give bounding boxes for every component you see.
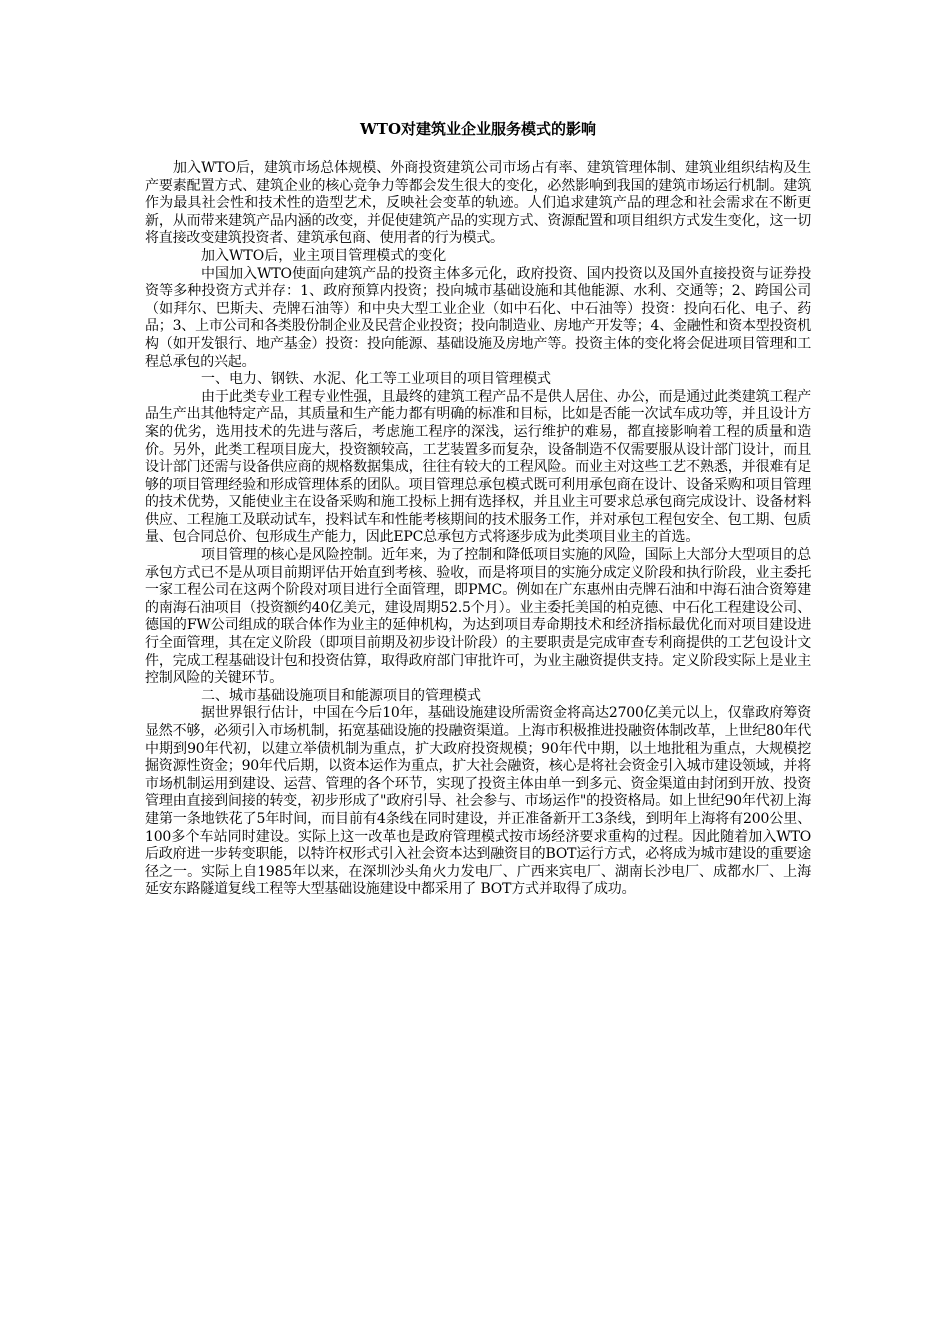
intro-paragraph: 加入WTO后，建筑市场总体规模、外商投资建筑公司市场占有率、建筑管理体制、建筑业组织结构及生产要素配置方式、建筑企业的核心竞争力等都会发生很大的变化，必然影响到我国的建筑市场运行机制。建筑作为最具社会性和技术性的造型艺术，反映社会变革的轨迹。人们追求建筑产品的理念和社会需求在不断更新，从而带来建筑产品内涵的改变，并促使建筑产品的实现方式、资源配置和项目组织方式发生变化，这一切将直接改变建筑投资者、建筑承包商、使用者的行为模式。 [145,160,811,247]
paragraph-epc-contracting: 由于此类专业工程专业性强，且最终的建筑工程产品不是供人居住、办公，而是通过此类建筑工程产品生产出其他特定产品，其质量和生产能力都有明确的标准和目标，比如是否能一次试车成功等，并且设计方案的优劣，选用技术的先进与落后，考虑施工程序的深浅，运行维护的难易，都直接影响着工程的质量和造价。另外，此类工程项目庞大，投资额较高，工艺装置多而复杂，设备制造不仅需要服从设计部门设计，而且设计部门还需与设备供应商的规格数据集成，往往有较大的工程风险。而业主对这些工艺不熟悉，并很难有足够的项目管理经验和形成管理体系的团队。项目管理总承包模式既可利用承包商在设计、设备采购和项目管理的技术优势，又能使业主在设备采购和施工投标上拥有选择权，并且业主可要求总承包商完成设计、设备材料供应、工程施工及联动试车，投料试车和性能考核期间的技术服务工作，并对承包工程包安全、包工期、包质量、包合同总价、包形成生产能力，因此EPC总承包方式将逐步成为此类项目业主的首选。 [145,388,811,546]
section-heading-infrastructure-projects: 二、城市基础设施项目和能源项目的管理模式 [201,687,481,704]
section-heading-owner-management: 加入WTO后，业主项目管理模式的变化 [201,247,447,264]
document-page [145,118,811,899]
section-heading-industrial-projects: 一、电力、钢铁、水泥、化工等工业项目的项目管理模式 [201,371,551,388]
document-title: WTO对建筑业企业服务模式的影响 [359,120,597,138]
paragraph-investment-diversification: 中国加入WTO使面向建筑产品的投资主体多元化，政府投资、国内投资以及国外直接投资与证券投资等多种投资方式并存：1、政府预算内投资；投向城市基础设施和其他能源、水利、交通等；2、跨国公司（如拜尔、巴斯夫、壳牌石油等）和中央大型工业企业（如中石化、中石油等）投资：投向石化、电子、药品；3、上市公司和各类股份制企业及民营企业投资；投向制造业、房地产开发等；4、金融性和资本型投资机构（如开发银行、地产基金）投资：投向能源、基础设施及房地产等。投资主体的变化将会促进项目管理和工程总承包的兴起。 [145,265,812,370]
paragraph-risk-control-pmc: 项目管理的核心是风险控制。近年来，为了控制和降低项目实施的风险，国际上大部分大型项目的总承包方式已不是从项目前期评估开始直到考核、验收，而是将项目的实施分成定义阶段和执行阶段，业主委托一家工程公司在这两个阶段对项目进行全面管理，即PMC。例如在广东惠州由壳牌石油和中海石油合资筹建的南海石油项目（投资额约40亿美元，建设周期52.5个月）。业主委托美国的柏克德、中石化工程建设公司、德国的FW公司组成的联合体作为业主的延伸机构，为达到项目寿命期技术和经济指标最优化而对项目建设进行全面管理，其在定义阶段（即项目前期及初步设计阶段）的主要职责是完成审查专利商提供的工艺包设计文件，完成工程基础设计包和投资估算，取得政府部门审批许可，为业主融资提供支持。定义阶段实际上是业主控制风险的关键环节。 [145,547,811,687]
paragraph-infrastructure-bot: 据世界银行估计，中国在今后10年，基础设施建设所需资金将高达2700亿美元以上，仅靠政府筹资显然不够，必须引入市场机制，拓宽基础设施的投融资渠道。上海市积极推进投融资体制改革，上世纪80年代中期到90年代初，以建立举债机制为重点，扩大政府投资规模；90年代中期，以土地批租为重点，大规模挖掘资源性资金；90年代后期，以资本运作为重点，扩大社会融资，核心是将社会资金引入城市建设领域，并将市场机制运用到建设、运营、管理的各个环节，实现了投资主体由单一到多元、资金渠道由封闭到开放、投资管理由直接到间接的转变，初步形成了"政府引导、社会参与、市场运作"的投资格局。如上世纪90年代初上海建第一条地铁花了5年时间，而目前有4条线在同时建设，并正准备新开工3条线，到明年上海将有200公里、100多个车站同时建设。实际上这一改革也是政府管理模式按市场经济要求重构的过程。因此随着加入WTO后政府进一步转变职能，以特许权形式引入社会资本达到融资目的BOT运行方式，必将成为城市建设的重要途径之一。实际上自1985年以来，在深圳沙头角火力发电厂、广西来宾电厂、湖南长沙电厂、成都水厂、上海延安东路隧道复线工程等大型基础设施建设中都采用了 BOT方式并取得了成功。 [145,705,812,898]
